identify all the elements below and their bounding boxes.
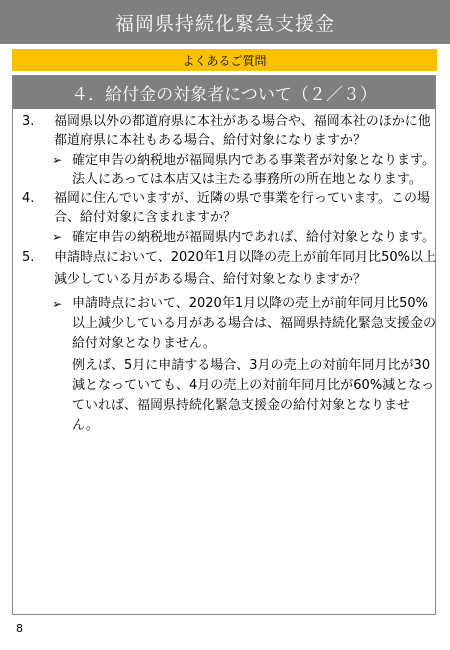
question-text: 福岡に住んでいますが、近隣の県で事業を行っています。この場合、給付対象に含まれますか？ <box>54 191 430 225</box>
faq-question-5 <box>12 247 436 291</box>
question-text: 福岡県以外の都道府県に本社がある場合や、福岡本社のほかに他都道府県に本社もある場合、給付対象になりますか？ <box>54 114 431 148</box>
answer-text: 確定申告の納税地が福岡県内である事業者が対象となります。法人にあっては本店又は主たる事務所の所在地となります。 <box>72 153 435 187</box>
question-number: 3. <box>22 114 35 129</box>
faq-answer-4 <box>12 228 436 247</box>
question-text: 申請時点において、2020年1月以降の売上が前年同月比50%以上減少している月がある場合、給付対象となりますか？ <box>54 250 436 287</box>
faq-question-4 <box>12 189 436 227</box>
faq-answer-3 <box>12 151 436 189</box>
arrow-bullet-icon: ➢ <box>52 297 63 311</box>
faq-question-3 <box>12 112 436 150</box>
faq-answer-5 <box>12 294 436 354</box>
answer-text: 確定申告の納税地が福岡県内であれば、給付対象となります。 <box>72 230 435 245</box>
question-number: 5. <box>22 250 35 265</box>
arrow-bullet-icon: ➢ <box>52 230 63 244</box>
section-header <box>13 76 435 109</box>
faq-label: よくあるご質問 <box>182 53 267 68</box>
faq-answer-5-example <box>12 356 436 436</box>
answer-text: 申請時点において、2020年1月以降の売上が前年同月比50%以上減少している月がある場合は、福岡県持続化緊急支援金の給付対象となりません。 <box>72 296 437 351</box>
faq-list <box>12 112 436 436</box>
faq-banner <box>12 49 437 71</box>
page-title: 福岡県持続化緊急支援金 <box>114 12 335 35</box>
arrow-bullet-icon: ➢ <box>52 153 63 167</box>
page-number: 8 <box>16 622 23 635</box>
answer-text: 例えば、5月に申請する場合、3月の売上の対前年同月比が30減となっていても、4月の売上の対前年同月比が60%減となっていれば、福岡県持続化緊急支援金の給付対象となりません。 <box>72 358 435 433</box>
section-title: ４．給付金の対象者について（２／３） <box>71 85 377 105</box>
question-number: 4. <box>22 191 35 206</box>
page-title-bar <box>0 0 450 44</box>
